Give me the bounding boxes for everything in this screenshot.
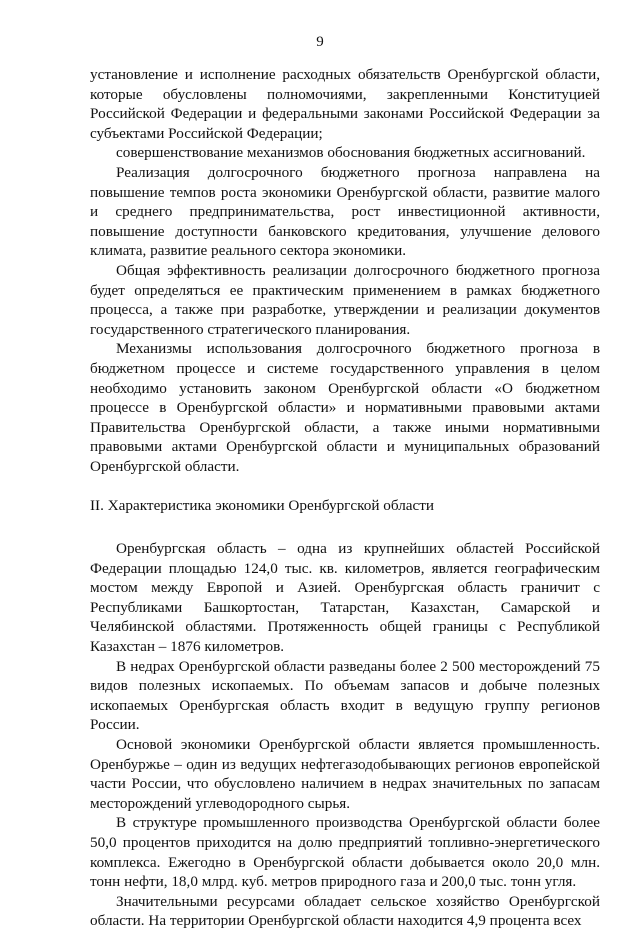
paragraph-economy-1: Оренбургская область – одна из крупнейших областей Российской Федерации площадью 124,0 тыс. кв. километров, является географическим мостом между Европой и Азией. Оренбургская область граничит с Республиками Башкортостан, Татарстан, Казахстан, Самарской и Челябинской областями. Протяженность общей границы с Республикой Казахстан – 1876 километров. xyxy=(90,540,600,656)
paragraph-intro-3: Реализация долгосрочного бюджетного прогноза направлена на повышение темпов роста экономики Оренбургской области, развитие малого и среднего предпринимательства, рост инвестиционной активности, повышение доступности банковского кредитования, улучшение делового климата, развитие реального сектора экономики. xyxy=(90,163,600,260)
body-text xyxy=(90,65,600,931)
paragraph-economy-5: Значительными ресурсами обладает сельское хозяйство Оренбургской области. На территории Оренбургской области находится 4,9 процента всех xyxy=(90,892,600,930)
paragraph-intro-2: совершенствование механизмов обоснования бюджетных ассигнований. xyxy=(116,144,586,162)
paragraph-economy-2: В недрах Оренбургской области разведаны более 2 500 месторождений 75 видов полезных ископаемых. По объемам запасов и добыче полезных ископаемых Оренбургская область входит в ведущую группу регионов России. xyxy=(90,657,600,734)
paragraph-economy-4: В структуре промышленного производства Оренбургской области более 50,0 процентов приходится на долю предприятий топливно-энергетического комплекса. Ежегодно в Оренбургской области добывается около 20,0 млн. тонн нефти, 18,0 млрд. куб. метров природного газа и 200,0 тыс. тонн угля. xyxy=(90,814,600,891)
paragraph-intro-4: Общая эффективность реализации долгосрочного бюджетного прогноза будет определяться ее практическим применением в рамках бюджетного процесса, а также при разработке, утверждении и реализации документов государственного стратегического планирования. xyxy=(90,261,600,338)
page-number: 9 xyxy=(316,34,324,50)
paragraph-intro-5: Механизмы использования долгосрочного бюджетного прогноза в бюджетном процессе и системе государственного управления в целом необходимо установить законом Оренбургской области «О бюджетном процессе в Оренбургской области» и нормативными правовыми актами Правительства Оренбургской области, а также иными нормативными правовыми актами Оренбургской области и муниципальных образований Оренбургской области. xyxy=(90,340,600,475)
paragraph-intro-1: установление и исполнение расходных обязательств Оренбургской области, которые обусловлены полномочиями, закрепленными Конституцией Российской Федерации и федеральными законами Российской Федерации за субъектами Российской Федерации; xyxy=(90,66,600,142)
paragraph-economy-3: Основой экономики Оренбургской области является промышленность. Оренбуржье – один из ведущих нефтегазодобывающих регионов европейской части России, что обусловлено наличием в недрах значительных по запасам месторождений углеводородного сырья. xyxy=(90,736,600,812)
section-heading: II. Характеристика экономики Оренбургской области xyxy=(90,497,435,515)
